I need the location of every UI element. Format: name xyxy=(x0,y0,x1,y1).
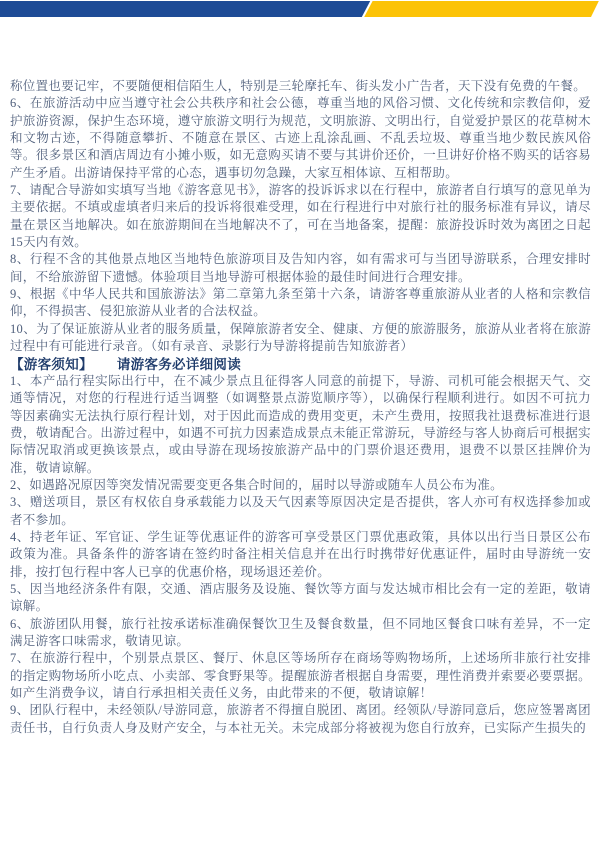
header-stripe xyxy=(0,1,600,17)
notice-paragraph: 4、持老年证、军官证、学生证等优惠证件的游客可享受景区门票优惠政策，具体以出行当日景区公布政策为准。具备条件的游客请在签约时备注相关信息并在出行时携带好优惠证件，届时由导游统一安排，按打包行程中客人已享的优惠价格，现场退还差价。 xyxy=(10,529,591,579)
notice-paragraph: 7、请配合导游如实填写当地《游客意见书》，游客的投诉诉求以在行程中，旅游者自行填写的意见单为主要依据。不填或虚填者归来后的投诉将很难受理，如在行程进行中对旅行社的服务标准有异议，请尽量在景区当地解决。如在旅游期间在当地解决不了，可在当地备案，提醒：旅游投诉时效为离团之日起15天内有效。 xyxy=(10,183,591,250)
notice-continued-section xyxy=(10,78,591,356)
notice-paragraph: 9、团队行程中，未经领队/导游同意，旅游者不得擅自脱团、离团。经领队/导游同意后，您应签署离团责任书，自行负责人身及财产安全，与本社无关。未完成部分将被视为您自行放弃，已实际产生损失的 xyxy=(10,703,591,735)
notice-paragraph: 7、在旅游行程中，个别景点景区、餐厅、休息区等场所存在商场等购物场所，上述场所非旅行社安排的指定购物场所小吃点、小卖部、零食野果等。提醒旅游者根据自身需要，理性消费并索要必要票据。如产生消费争议，请自行承担相关责任义务，由此带来的不便，敬请谅解！ xyxy=(10,651,591,701)
notice-paragraph: 8、行程不含的其他景点地区当地特色旅游项目及告知内容，如有需求可与当团导游联系，合理安排时间，不给旅游留下遗憾。体验项目当地导游可根据体验的最佳时间进行合理安排。 xyxy=(10,252,591,284)
document-body xyxy=(10,78,591,737)
visitor-notice-title xyxy=(10,356,591,373)
notice-paragraph: 9、根据《中华人民共和国旅游法》第二章第九条至第十六条，请游客尊重旅游从业者的人格和宗教信仰，不得损害、侵犯旅游从业者的合法权益。 xyxy=(10,287,591,319)
notice-paragraph: 6、旅游团队用餐，旅行社按承诺标准确保餐饮卫生及餐食数量，但不同地区餐食口味有差异，不一定满足游客口味需求，敬请见谅。 xyxy=(10,616,591,648)
notice-paragraph: 10、为了保证旅游从业者的服务质量，保障旅游者安全、健康、方便的旅游服务，旅游从业者将在旅游过程中有可能进行录音。（如有录音、录影行为导游将提前告知旅游者） xyxy=(10,321,591,354)
visitor-notice-section xyxy=(10,373,591,737)
notice-paragraph: 3、赠送项目，景区有权依自身承载能力以及天气因素等原因决定是否提供，客人亦可有权选择参加或者不参加。 xyxy=(10,495,591,527)
visitor-notice-subtitle: 请游客务必详细阅读 xyxy=(116,356,242,372)
notice-paragraph: 2、如遇路况原因等突发情况需要变更各集合时间的，届时以导游或随车人员公布为准。 xyxy=(10,477,503,492)
notice-paragraph: 称位置也要记牢，不要随便相信陌生人，特别是三轮摩托车、街头发小广告者，天下没有免费的午餐。 xyxy=(10,79,587,93)
notice-paragraph: 1、本产品行程实际出行中，在不减少景点且征得客人同意的前提下，导游、司机可能会根据天气、交通等情况，对您的行程进行适当调整（如调整景点游览顺序等），以确保行程顺利进行。如因不可抗力等因素确实无法执行原行程计划，对于因此而造成的费用变更，未产生费用，按照我社退费标准进行退费，敬请配合。出游过程中，如遇不可抗力因素造成景点未能正常游玩，导游经与客人协商后可根据实际情况取消或更换该景点，或由导游在现场按旅游产品中的门票价退还费用，退费不以景区挂牌价为准，敬请谅解。 xyxy=(10,373,591,475)
notice-paragraph: 5、因当地经济条件有限，交通、酒店服务及设施、餐饮等方面与发达城市相比会有一定的差距，敬请谅解。 xyxy=(10,581,591,614)
notice-paragraph: 6、在旅游活动中应当遵守社会公共秩序和社会公德，尊重当地的风俗习惯、文化传统和宗教信仰，爱护旅游资源，保护生态环境，遵守旅游文明行为规范，文明旅游、文明出行，自觉爱护景区的花草树木和文物古迹，不得随意攀折、不随意在景区、古迹上乱涂乱画、不乱丢垃圾、尊重当地少数民族风俗等。很多景区和酒店周边有小摊小贩，如无意购买请不要与其讲价还价，一旦讲好价格不购买的话容易产生矛盾。出游请保持平常的心态，遇事切勿急躁，大家互相体谅、互相帮助。 xyxy=(10,96,591,180)
visitor-notice-title-bracketed: 【游客须知】 xyxy=(10,356,93,372)
